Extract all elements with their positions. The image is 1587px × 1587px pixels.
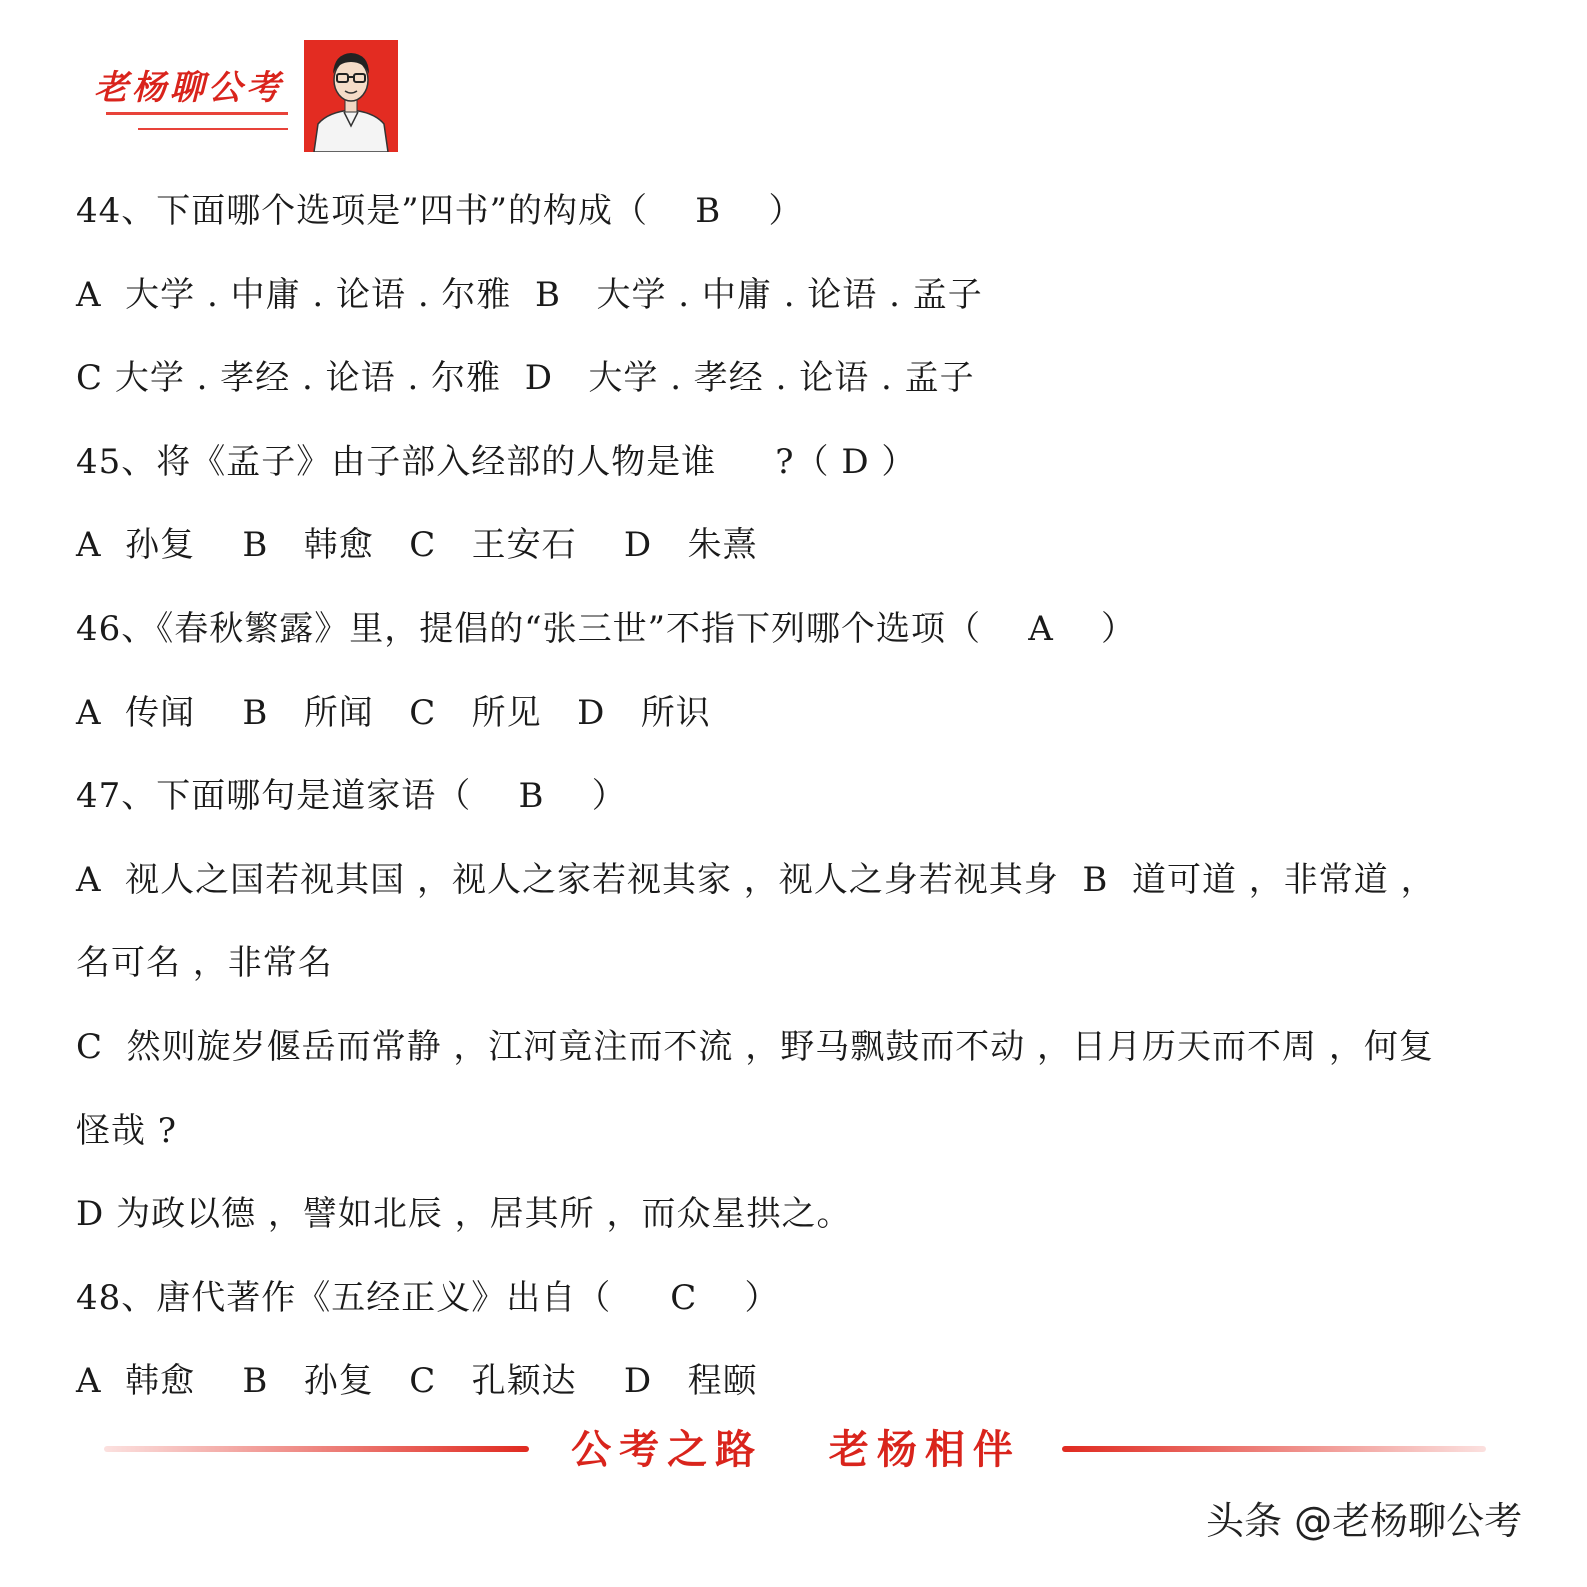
question-48: 48、唐代著作《五经正义》出自（ C ） [76,1277,780,1318]
brand-underline-short [138,128,288,130]
question-list [76,170,1516,1424]
brand-underline [106,112,288,115]
footer-divider-right [1062,1446,1486,1452]
footer-divider-left [104,1446,529,1452]
question-48-options: A 韩愈 B 孙复 C 孔颖达 D 程颐 [76,1361,758,1402]
question-47-option-c: C 然则旋岁偃岳而常静 ，江河竟注而不流 ，野马飘鼓而不动 ，日月历天而不周 ，何复 [76,1026,1434,1067]
question-44-options-row1: A 大学 . 中庸 . 论语 . 尔雅 B 大学 . 中庸 . 论语 . 孟子 [76,274,983,315]
brand-name: 老杨聊公考 [94,68,284,108]
question-47: 47、下面哪句是道家语（ B ） [76,776,627,817]
question-47-option-d: D 为政以德 ，譬如北辰 ，居其所 ，而众星拱之。 [76,1194,852,1235]
question-44-options-row2: C 大学 . 孝经 . 论语 . 尔雅 D 大学 . 孝经 . 论语 . 孟子 [76,358,975,399]
teacher-avatar-image [304,40,398,152]
source-watermark: 头条 @老杨聊公考 [1206,1499,1523,1543]
question-44: 44、下面哪个选项是”四书”的构成（ B ） [76,191,804,231]
question-45-options: A 孙复 B 韩愈 C 王安石 D 朱熹 [76,525,758,566]
question-45: 45、将《孟子》由子部入经部的人物是谁 ?（ D ） [76,441,917,482]
question-47-option-b-cont: 名可名 ，非常名 [76,943,333,984]
footer-slogan: 公考之路 老杨相伴 [571,1427,1021,1473]
brand-header [94,40,404,152]
question-47-option-c-cont: 怪哉 ? [76,1110,178,1151]
question-46-options: A 传闻 B 所闻 C 所见 D 所识 [76,692,711,733]
question-47-option-a-b: A 视人之国若视其国 ，视人之家若视其家 ，视人之身若视其身 B 道可道 ，非常道 ， [76,859,1436,900]
question-46: 46、《春秋繁露》里，提倡的“张三世”不指下列哪个选项（ A ） [76,608,1137,649]
